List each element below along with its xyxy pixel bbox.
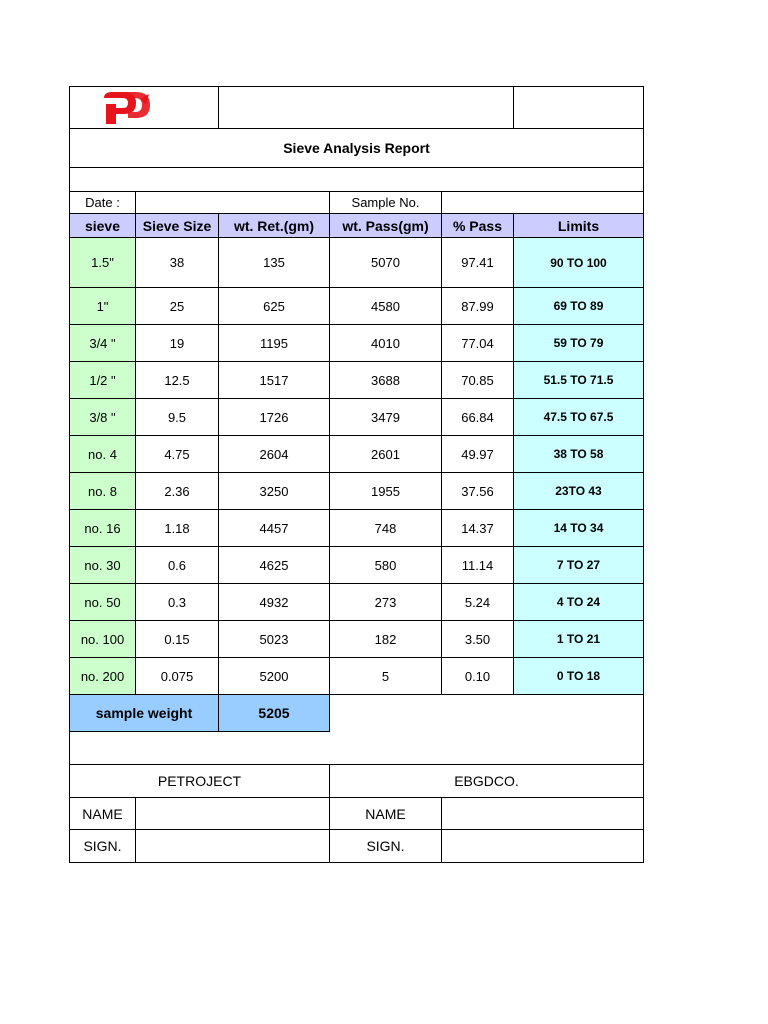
sieve-cell: no. 100 (69, 621, 136, 658)
wt-ret-cell: 5023 (219, 621, 330, 658)
pct-pass-cell: 0.10 (442, 658, 514, 695)
limits-cell: 59 TO 79 (514, 325, 644, 362)
limits-cell: 69 TO 89 (514, 288, 644, 325)
wt-ret-cell: 625 (219, 288, 330, 325)
pct-pass-cell: 37.56 (442, 473, 514, 510)
sample-no-field[interactable] (442, 192, 644, 214)
sign-row (69, 830, 644, 863)
limits-cell: 14 TO 34 (514, 510, 644, 547)
right-name-field[interactable] (442, 798, 644, 830)
table-row (69, 621, 644, 658)
left-sign-field[interactable] (136, 830, 330, 863)
pct-pass-cell: 14.37 (442, 510, 514, 547)
limits-cell: 51.5 TO 71.5 (514, 362, 644, 399)
wt-ret-cell: 5200 (219, 658, 330, 695)
sieve-size-cell: 0.6 (136, 547, 219, 584)
sieve-cell: 3/4 " (69, 325, 136, 362)
wt-ret-cell: 1726 (219, 399, 330, 436)
sieve-analysis-sheet (69, 86, 644, 863)
right-company: EBGDCO. (330, 765, 644, 798)
wt-pass-cell: 2601 (330, 436, 442, 473)
data-rows (69, 238, 644, 695)
meta-row (69, 192, 644, 214)
sieve-cell: no. 4 (69, 436, 136, 473)
sieve-size-cell: 25 (136, 288, 219, 325)
sieve-size-cell: 0.075 (136, 658, 219, 695)
limits-cell: 47.5 TO 67.5 (514, 399, 644, 436)
wt-pass-cell: 182 (330, 621, 442, 658)
left-sign-label: SIGN. (69, 830, 136, 863)
limits-cell: 23TO 43 (514, 473, 644, 510)
left-name-label: NAME (69, 798, 136, 830)
wt-pass-cell: 273 (330, 584, 442, 621)
wt-pass-cell: 4580 (330, 288, 442, 325)
sieve-cell: no. 50 (69, 584, 136, 621)
sieve-cell: no. 200 (69, 658, 136, 695)
wt-ret-cell: 4457 (219, 510, 330, 547)
sieve-size-cell: 0.15 (136, 621, 219, 658)
header-blank-2 (514, 86, 644, 129)
report-title: Sieve Analysis Report (69, 129, 644, 168)
wt-pass-cell: 4010 (330, 325, 442, 362)
wt-ret-cell: 2604 (219, 436, 330, 473)
right-sign-field[interactable] (442, 830, 644, 863)
limits-cell: 4 TO 24 (514, 584, 644, 621)
col-header-limits: Limits (514, 214, 644, 238)
col-header-sieve: sieve (69, 214, 136, 238)
sample-weight-blank (330, 695, 644, 732)
col-header-pct-pass: % Pass (442, 214, 514, 238)
table-row (69, 510, 644, 547)
table-row (69, 362, 644, 399)
sieve-size-cell: 2.36 (136, 473, 219, 510)
limits-cell: 7 TO 27 (514, 547, 644, 584)
limits-cell: 90 TO 100 (514, 238, 644, 288)
table-row (69, 547, 644, 584)
logo-cell (69, 86, 219, 129)
limits-cell: 1 TO 21 (514, 621, 644, 658)
sieve-size-cell: 1.18 (136, 510, 219, 547)
sieve-cell: 1.5" (69, 238, 136, 288)
wt-pass-cell: 3688 (330, 362, 442, 399)
pct-pass-cell: 77.04 (442, 325, 514, 362)
pct-pass-cell: 11.14 (442, 547, 514, 584)
wt-ret-cell: 4625 (219, 547, 330, 584)
pct-pass-cell: 66.84 (442, 399, 514, 436)
wt-pass-cell: 3479 (330, 399, 442, 436)
date-field[interactable] (136, 192, 330, 214)
right-name-label: NAME (330, 798, 442, 830)
limits-cell: 38 TO 58 (514, 436, 644, 473)
col-header-wt-ret: wt. Ret.(gm) (219, 214, 330, 238)
wt-ret-cell: 1517 (219, 362, 330, 399)
title-row (69, 129, 644, 168)
right-sign-label: SIGN. (330, 830, 442, 863)
pre-signature-spacer (69, 732, 644, 765)
company-row (69, 765, 644, 798)
wt-ret-cell: 3250 (219, 473, 330, 510)
table-row (69, 288, 644, 325)
pct-pass-cell: 70.85 (442, 362, 514, 399)
table-row (69, 436, 644, 473)
logo-row (69, 86, 644, 129)
table-row (69, 238, 644, 288)
wt-pass-cell: 5070 (330, 238, 442, 288)
left-name-field[interactable] (136, 798, 330, 830)
wt-pass-cell: 748 (330, 510, 442, 547)
col-header-wt-pass: wt. Pass(gm) (330, 214, 442, 238)
spacer-row (69, 168, 644, 192)
pre-signature-cell (69, 732, 644, 765)
sieve-size-cell: 9.5 (136, 399, 219, 436)
sieve-size-cell: 0.3 (136, 584, 219, 621)
wt-ret-cell: 135 (219, 238, 330, 288)
sieve-size-cell: 38 (136, 238, 219, 288)
table-row (69, 658, 644, 695)
sample-weight-row (69, 695, 644, 732)
wt-ret-cell: 4932 (219, 584, 330, 621)
sample-no-label: Sample No. (330, 192, 442, 214)
sieve-cell: 1" (69, 288, 136, 325)
sieve-cell: 3/8 " (69, 399, 136, 436)
wt-pass-cell: 580 (330, 547, 442, 584)
pct-pass-cell: 97.41 (442, 238, 514, 288)
pct-pass-cell: 87.99 (442, 288, 514, 325)
sieve-cell: no. 8 (69, 473, 136, 510)
pct-pass-cell: 3.50 (442, 621, 514, 658)
pct-pass-cell: 5.24 (442, 584, 514, 621)
sample-weight-label: sample weight (69, 695, 219, 732)
company-logo-icon (102, 90, 152, 126)
header-blank-1 (219, 86, 514, 129)
spacer-cell (69, 168, 644, 192)
sieve-size-cell: 19 (136, 325, 219, 362)
table-row (69, 473, 644, 510)
sieve-cell: 1/2 " (69, 362, 136, 399)
date-label: Date : (69, 192, 136, 214)
wt-pass-cell: 1955 (330, 473, 442, 510)
sieve-cell: no. 30 (69, 547, 136, 584)
name-row (69, 798, 644, 830)
left-company: PETROJECT (69, 765, 330, 798)
sieve-size-cell: 12.5 (136, 362, 219, 399)
table-row (69, 399, 644, 436)
limits-cell: 0 TO 18 (514, 658, 644, 695)
wt-pass-cell: 5 (330, 658, 442, 695)
sieve-size-cell: 4.75 (136, 436, 219, 473)
sieve-cell: no. 16 (69, 510, 136, 547)
sample-weight-value: 5205 (219, 695, 330, 732)
table-row (69, 325, 644, 362)
table-row (69, 584, 644, 621)
column-header-row (69, 214, 644, 238)
pct-pass-cell: 49.97 (442, 436, 514, 473)
wt-ret-cell: 1195 (219, 325, 330, 362)
col-header-sieve-size: Sieve Size (136, 214, 219, 238)
